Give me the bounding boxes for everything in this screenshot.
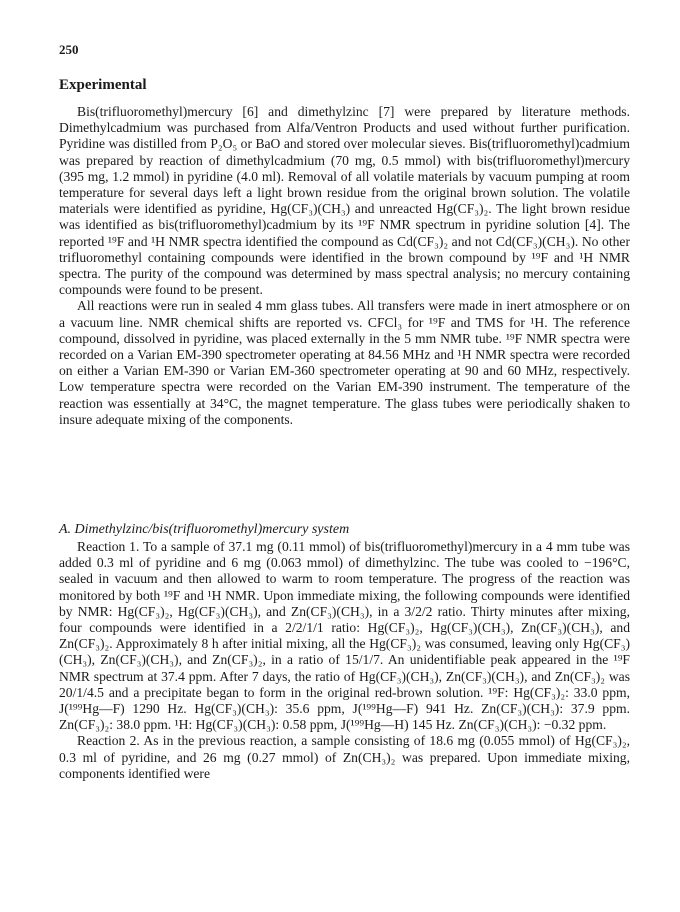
intro-text-block: [59, 104, 630, 428]
paragraph-reagents: Bis(trifluoromethyl)mercury [6] and dimethylzinc [7] were prepared by literature methods. Dimethylcadmium was purchased from Alfa/Ventron Products and used without further purification. Pyridine was distilled from P₂O₅ or BaO and stored over molecular sieves. Bis(trifluoromethyl)cadmium was prepared by reaction of dimethylcadmium (70 mg, 0.5 mmol) with bis(trifluoromethyl)mercury (395 mg, 1.2 mmol) in pyridine (4.0 ml). Removal of all volatile materials by vacuum pumping at room temperature for several days left a light brown residue from the original brown solution. The volatile materials were identified as pyridine, Hg(CF₃)(CH₃) and unreacted Hg(CF₃)₂. The light brown residue was identified as bis(trifluoromethyl)cadmium by its ¹⁹F NMR spectrum in pyridine solution [4]. The reported ¹⁹F and ¹H NMR spectra identified the compound as Cd(CF₃)₂ and not Cd(CF₃)(CH₃). No other trifluoromethyl containing compounds were identified in the brown compound by ¹⁹F and ¹H NMR spectra. The purity of the compound was determined by mass spectral analysis; no mercury containing compounds were found to be present.: [59, 104, 630, 298]
page-number: 250: [59, 42, 79, 57]
reaction-text-block: [59, 539, 630, 782]
paragraph-methods: All reactions were run in sealed 4 mm glass tubes. All transfers were made in inert atmosphere or on a vacuum line. NMR chemical shifts are reported vs. CFCl₃ for ¹⁹F and TMS for ¹H. The reference compound, dissolved in pyridine, was placed externally in the 5 mm NMR tube. ¹⁹F NMR spectra were recorded on a Varian EM-390 spectrometer operating at 84.56 MHz and ¹H NMR spectra were recorded on either a Varian EM-390 or Varian EM-360 spectrometer operating at 90 and 60 MHz, respectively. Low temperature spectra were recorded on the Varian EM-390 instrument. The temperature of the reaction was essentially at 34°C, the magnet temperature. The glass tubes were periodically shaken to insure adequate mixing of the components.: [59, 298, 630, 427]
paragraph-reaction-1: Reaction 1. To a sample of 37.1 mg (0.11 mmol) of bis(trifluoromethyl)mercury in a 4 mm tube was added 0.3 ml of pyridine and 6 mg (0.063 mmol) of dimethylzinc. The tube was cooled to −196°C, sealed in vacuum and then allowed to warm to room temperature. The progress of the reaction was monitored by both ¹⁹F and ¹H NMR. Upon immediate mixing, the following compounds were identified by NMR: Hg(CF₃)₂, Hg(CF₃)(CH₃), and Zn(CF₃)(CH₃), in a 3/2/2 ratio. Thirty minutes after mixing, four compounds were identified in a 2/2/1/1 ratio: Hg(CF₃)₂, Hg(CF₃)(CH₃), Zn(CF₃)(CH₃), and Zn(CF₃)₂. Approximately 8 h after initial mixing, all the Hg(CF₃)₂ was consumed, leaving only Hg(CF₃)(CH₃), Zn(CF₃)(CH₃), and Zn(CF₃)₂, in a ratio of 15/1/7. An unidentifiable peak appeared in the ¹⁹F NMR spectrum at 37.4 ppm. After 7 days, the ratio of Hg(CF₃)(CH₃), Zn(CF₃)(CH₃), and Zn(CF₃)₂ was 20/1/4.5 and a precipitate began to form in the original red-brown solution. ¹⁹F: Hg(CF₃)₂: 33.0 ppm, J(¹⁹⁹Hg—F) 1290 Hz. Hg(CF₃)(CH₃): 35.6 ppm, J(¹⁹⁹Hg—F) 941 Hz. Zn(CF₃)(CH₃): 37.9 ppm. Zn(CF₃)₂: 38.0 ppm. ¹H: Hg(CF₃)(CH₃): 0.58 ppm, J(¹⁹⁹Hg—H) 145 Hz. Zn(CF₃)(CH₃): −0.32 ppm.: [59, 539, 630, 733]
section-heading-experimental: Experimental: [59, 77, 147, 93]
paragraph-reaction-2: Reaction 2. As in the previous reaction, a sample consisting of 18.6 mg (0.055 mmol) of Hg(CF₃)₂, 0.3 ml of pyridine, and 26 mg (0.27 mmol) of Zn(CH₃)₂ was prepared. Upon immediate mixing, components identified were: [59, 733, 630, 781]
subsection-heading: A. Dimethylzinc/bis(trifluoromethyl)mercury system: [59, 522, 350, 537]
